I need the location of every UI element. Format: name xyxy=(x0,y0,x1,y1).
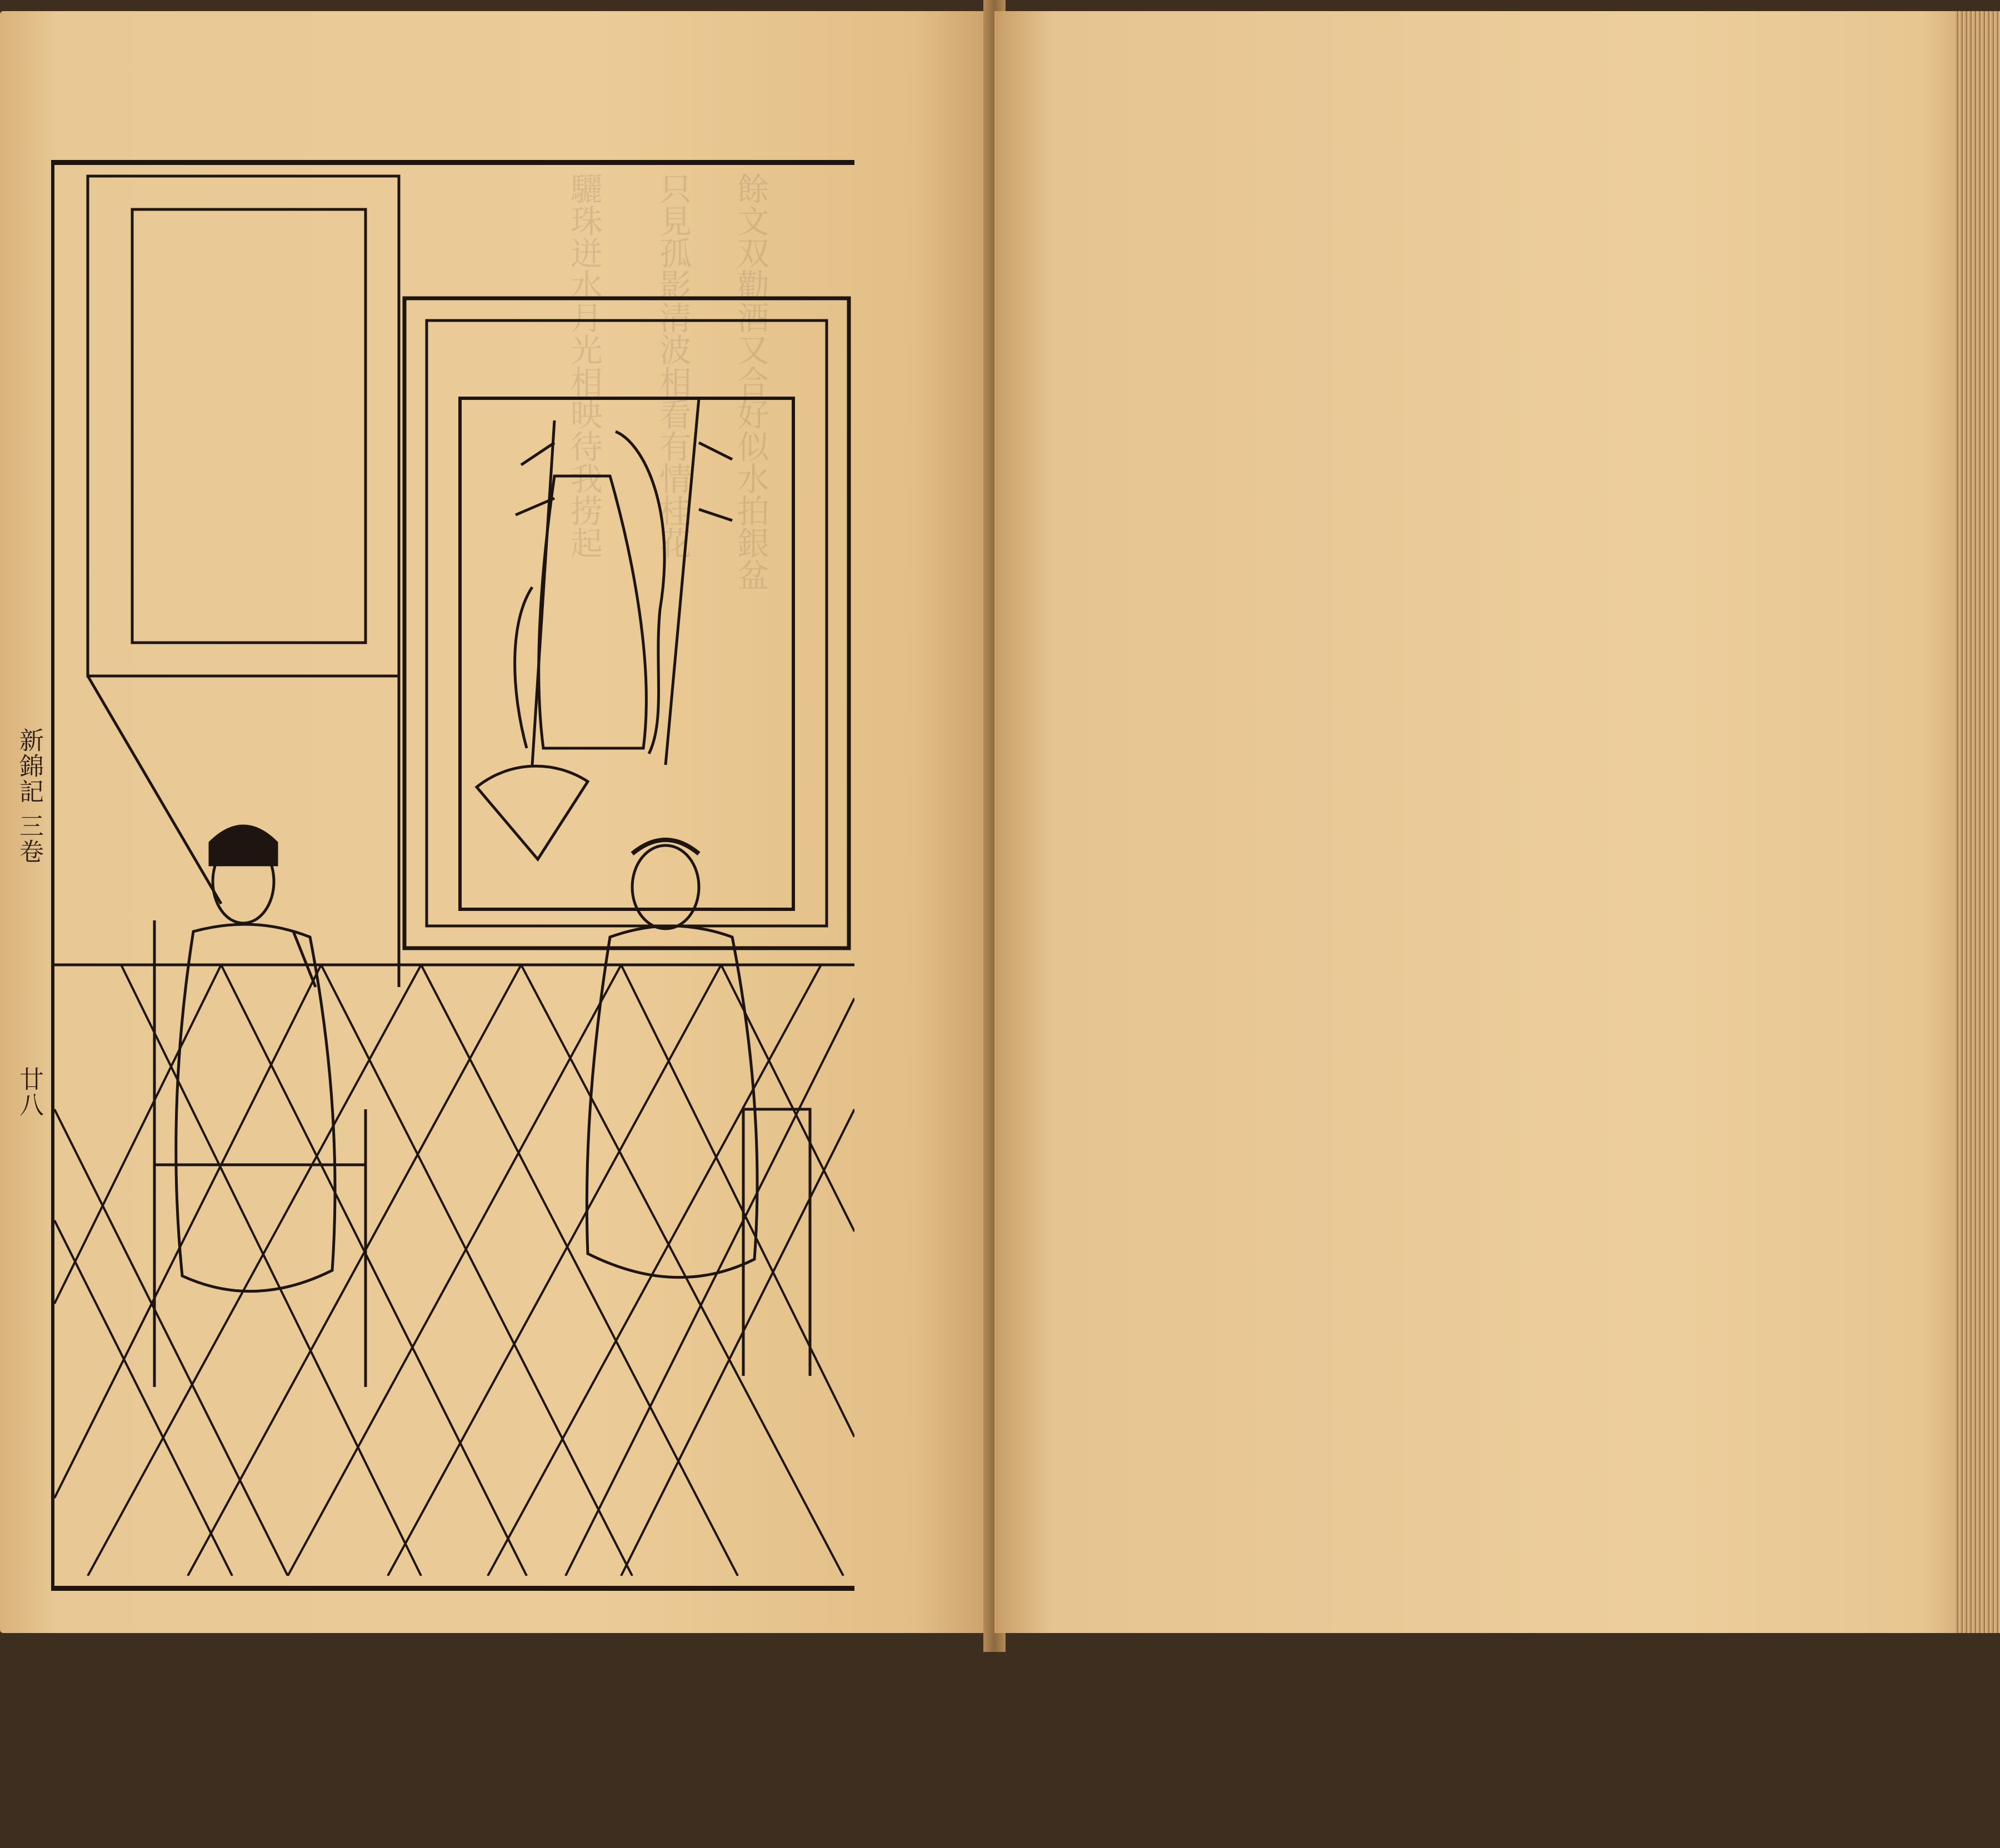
right-page xyxy=(994,11,1961,1633)
show-through-text: 只見孤影清波相看有情桂花 xyxy=(653,172,692,559)
woodblock-illustration xyxy=(51,160,854,1591)
margin-title: 新錦記 三卷 xyxy=(15,728,43,864)
folio-number: 廿八 xyxy=(15,1066,43,1118)
show-through-text: 驪珠迸水月光相映待我捞起 xyxy=(564,172,603,559)
left-page xyxy=(0,11,994,1633)
show-through-text: 餘文双勸酒又合好似水拍銀盆 xyxy=(731,172,769,591)
illustration-drawing xyxy=(54,165,854,1576)
page-edges xyxy=(1956,11,2000,1633)
